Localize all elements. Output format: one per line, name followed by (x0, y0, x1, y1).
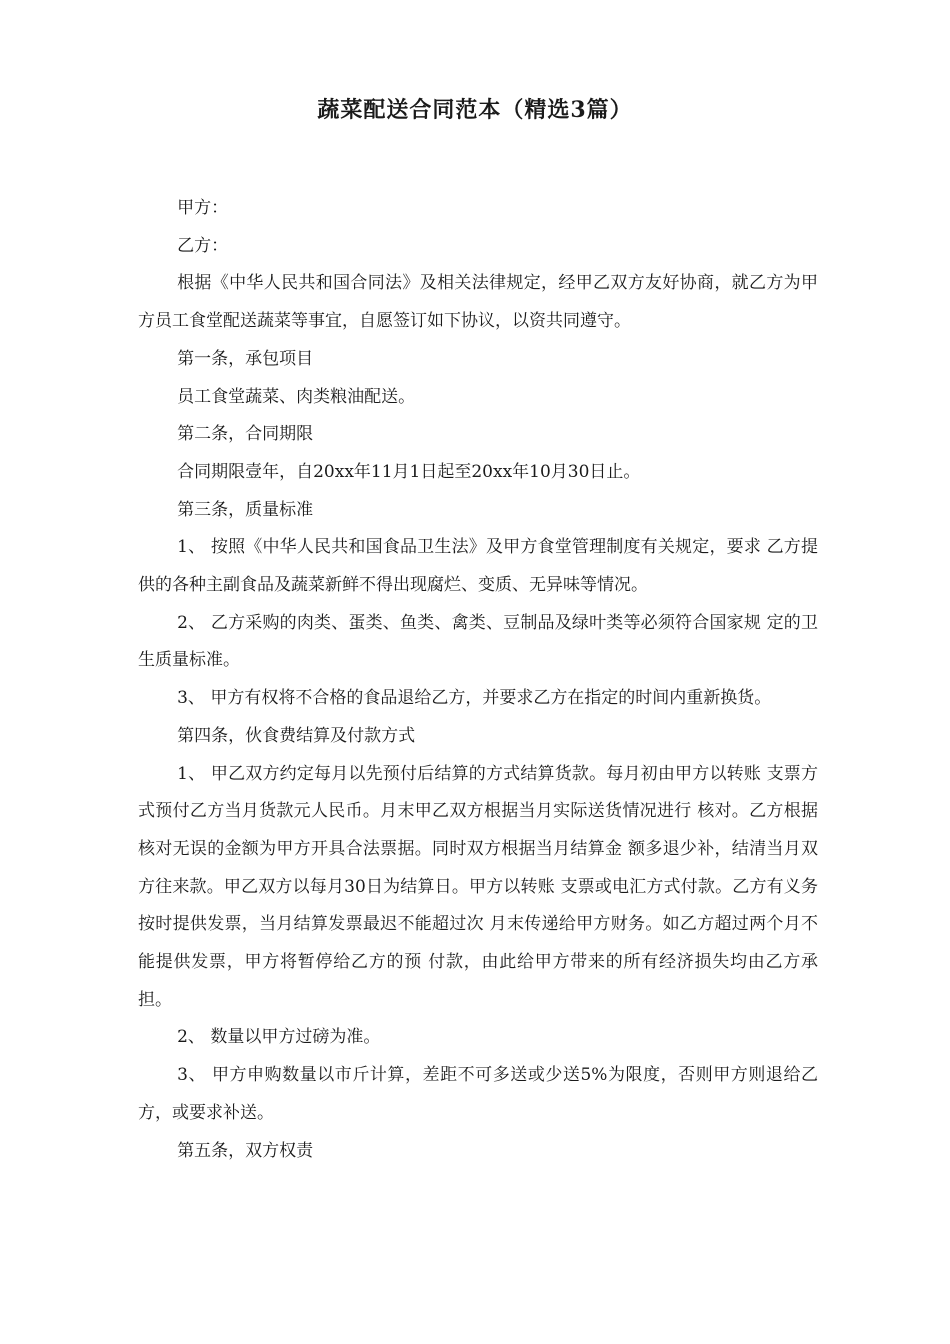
heading-article-3: 第三条，质量标准 (177, 499, 314, 520)
list-item: 1、 按照《中华人民共和国食品卫生法》及甲方食堂管理制度有关规定，要求 乙方提供的各种主副食品及蔬菜新鲜不得出现腐烂、变质、无异味等情况。 (138, 537, 818, 596)
paragraph-party-b: 乙方： (177, 235, 229, 256)
paragraph: 合同期限壹年，自20xx年11月1日起至20xx年10月30日止。 (177, 461, 641, 482)
list-item: 3、 甲方有权将不合格的食品退给乙方，并要求乙方在指定的时间内重新换货。 (177, 688, 772, 709)
document-body (138, 190, 818, 1170)
document-title: 蔬菜配送合同范本（精选3篇） (317, 97, 633, 123)
list-item: 2、 数量以甲方过磅为准。 (177, 1027, 381, 1048)
list-item: 3、 甲方申购数量以市斤计算，差距不可多送或少送5%为限度，否则甲方则退给乙方，或要求补送。 (138, 1065, 818, 1123)
heading-article-5: 第五条，双方权责 (177, 1140, 314, 1161)
heading-article-4: 第四条，伙食费结算及付款方式 (177, 725, 416, 746)
paragraph: 员工食堂蔬菜、肉类粮油配送。 (177, 386, 416, 407)
list-item: 2、 乙方采购的肉类、蛋类、鱼类、禽类、豆制品及绿叶类等必须符合国家规 定的卫生质量标准。 (138, 612, 818, 671)
heading-article-1: 第一条，承包项目 (177, 348, 314, 369)
heading-article-2: 第二条，合同期限 (177, 424, 314, 445)
list-item: 1、 甲乙双方约定每月以先预付后结算的方式结算货款。每月初由甲方以转账 支票方式预付乙方当月货款元人民币。月末甲乙双方根据当月实际送货情况进行 核对。乙方根据核对无误的金额为甲方开具合法票据。同时双方根据当月结算金 额多退少补，结清当月双方往来款。甲乙双方以每月30日为结算日。甲方以转账 支票或电汇方式付款。乙方有义务按时提供发票，当月结算发票最迟不能超过次 月末传递给甲方财务。如乙方超过两个月不能提供发票，甲方将暂停给乙方的预 付款，由此给甲方带来的所有经济损失均由乙方承担。 (138, 763, 818, 1010)
paragraph-preamble: 根据《中华人民共和国合同法》及相关法律规定，经甲乙双方友好协商，就乙方为甲方员工食堂配送蔬菜等事宜，自愿签订如下协议，以资共同遵守。 (138, 273, 818, 332)
paragraph-party-a: 甲方： (177, 198, 229, 218)
